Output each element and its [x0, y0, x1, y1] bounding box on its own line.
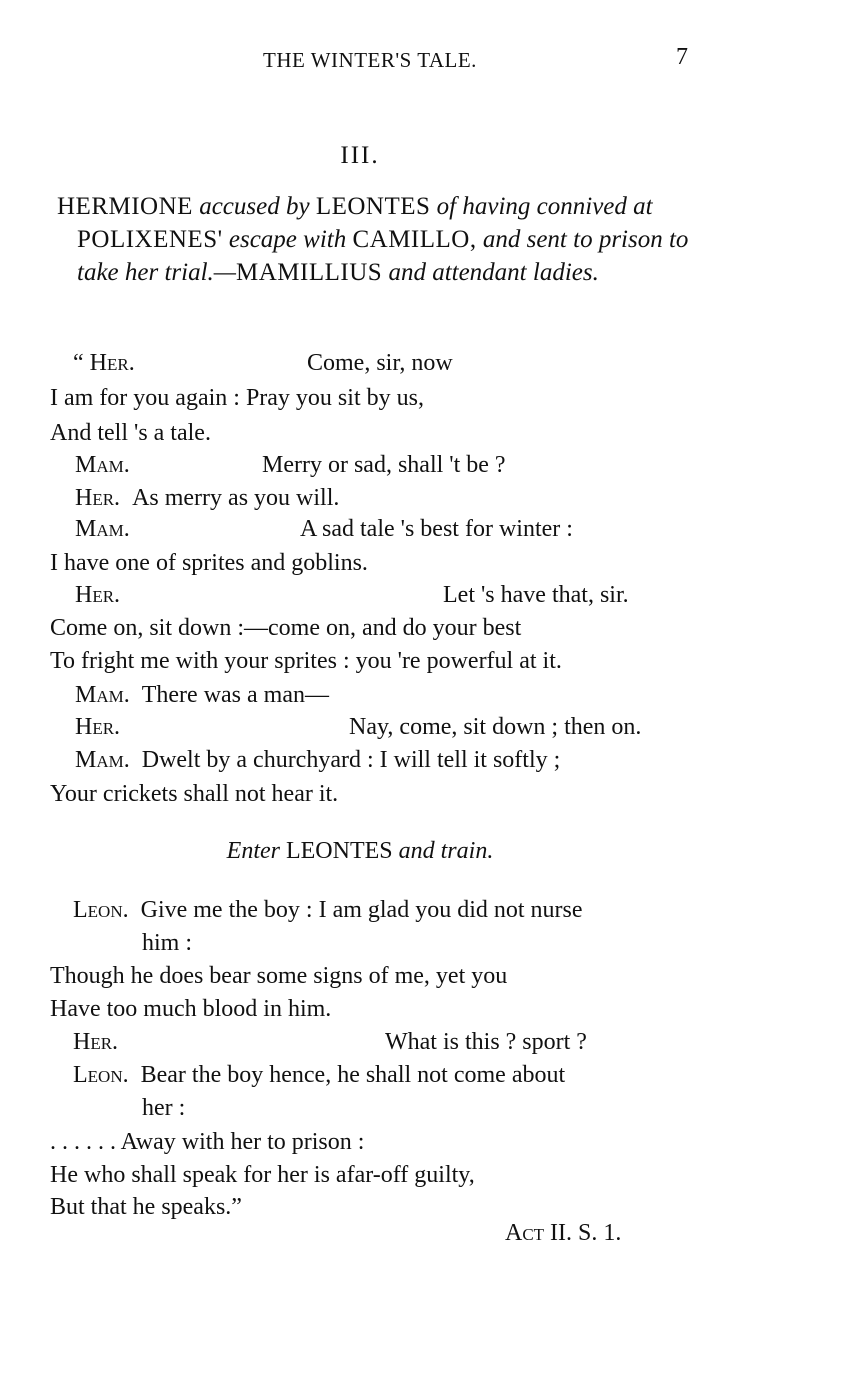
- verse-line: [300, 514, 573, 544]
- verse-text: I am for you again : Pray you sit by us,: [50, 385, 424, 411]
- verse-line: [50, 548, 368, 578]
- verse-line: [349, 712, 641, 742]
- speaker-label: Leon.: [73, 897, 129, 923]
- verse-text: Dwelt by a churchyard : I will tell it softly ;: [141, 747, 561, 773]
- verse-line: [142, 1093, 185, 1123]
- verse-text: A sad tale 's best for winter :: [300, 516, 573, 542]
- verse-text: Your crickets shall not hear it.: [50, 781, 339, 807]
- speaker-label: Mam.: [75, 682, 130, 708]
- verse-line: [50, 418, 211, 448]
- argument-text: accused by: [199, 193, 310, 220]
- verse-line: [73, 348, 135, 378]
- verse-text: There was a man—: [141, 682, 329, 708]
- verse-line: [307, 348, 453, 378]
- speaker-label: Her.: [75, 714, 121, 740]
- verse-line: [50, 1127, 364, 1157]
- stage-direction-enter: Enter: [226, 838, 280, 864]
- running-title: THE WINTER'S TALE.: [263, 48, 477, 72]
- verse-text: Let 's have that, sir.: [443, 582, 629, 608]
- act-scene-citation: Act II. S. 1.: [505, 1220, 622, 1246]
- argument-text: of having connived at: [436, 193, 653, 220]
- speaker-label: Mam.: [75, 747, 130, 773]
- speaker-label: Her.: [75, 582, 121, 608]
- verse-line: [50, 961, 507, 991]
- stage-direction-rest: and train.: [398, 838, 494, 864]
- verse-line: [50, 1192, 242, 1222]
- verse-text: Bear the boy hence, he shall not come about: [140, 1062, 566, 1088]
- verse-line: [50, 383, 424, 413]
- verse-line: [73, 1060, 565, 1090]
- verse-line: [75, 680, 329, 710]
- speaker-label: Her.: [73, 1029, 119, 1055]
- speaker-label: Mam.: [75, 516, 130, 542]
- speaker-label: Her.: [75, 485, 121, 511]
- verse-text: Nay, come, sit down ; then on.: [349, 714, 642, 740]
- verse-text: Come on, sit down :—come on, and do your best: [50, 615, 522, 641]
- verse-text: As merry as you will.: [132, 485, 340, 511]
- verse-line: [75, 450, 130, 480]
- speaker-label: Leon.: [73, 1062, 129, 1088]
- argument-polixenes: POLIXENES': [77, 226, 223, 253]
- verse-line: [75, 483, 339, 513]
- verse-line: [75, 745, 560, 775]
- verse-line: [443, 580, 629, 610]
- verse-line: [75, 514, 130, 544]
- argument-mamillius: MAMILLIUS: [236, 259, 383, 286]
- verse-text: Though he does bear some signs of me, yet you: [50, 963, 508, 989]
- verse-line: [385, 1027, 587, 1057]
- argument-text: and sent to prison to take her trial.—: [77, 226, 689, 286]
- verse-text: To fright me with your sprites : you 're powerful at it.: [50, 648, 562, 674]
- argument-hermione: HERMIONE: [57, 193, 193, 220]
- page-number: 7: [676, 44, 688, 70]
- verse-line: [50, 994, 331, 1024]
- verse-line: [142, 928, 192, 958]
- argument-text: escape with: [228, 226, 347, 253]
- verse-text: I have one of sprites and goblins.: [50, 550, 368, 576]
- verse-line: [262, 450, 506, 480]
- argument-camillo: CAMILLO,: [352, 226, 477, 253]
- verse-line: [50, 646, 562, 676]
- verse-text: him :: [142, 930, 193, 956]
- verse-text: Come, sir, now: [307, 350, 453, 376]
- argument-leontes: LEONTES: [315, 193, 431, 220]
- verse-line: [73, 1027, 118, 1057]
- verse-line: [73, 895, 583, 925]
- verse-text: Give me the boy : I am glad you did not nurse: [140, 897, 583, 923]
- verse-line: [50, 779, 338, 809]
- verse-text: Merry or sad, shall 't be ?: [262, 452, 506, 478]
- verse-text: . . . . . . Away with her to prison :: [50, 1129, 365, 1155]
- verse-line: [75, 580, 120, 610]
- verse-line: [50, 613, 521, 643]
- verse-text: But that he speaks.”: [50, 1194, 242, 1220]
- verse-text: What is this ? sport ?: [385, 1029, 587, 1055]
- scene-argument: [57, 190, 717, 289]
- verse-line: [75, 712, 120, 742]
- speaker-label: “ Her.: [73, 350, 135, 376]
- stage-direction: [0, 838, 720, 865]
- verse-text: He who shall speak for her is afar-off guilty,: [50, 1162, 475, 1188]
- verse-text: And tell 's a tale.: [50, 420, 211, 446]
- argument-text: and attendant ladies.: [388, 259, 599, 286]
- section-number: III.: [340, 142, 380, 169]
- speaker-label: Mam.: [75, 452, 130, 478]
- verse-text: her :: [142, 1095, 186, 1121]
- stage-direction-name: LEONTES: [285, 838, 393, 864]
- verse-text: Have too much blood in him.: [50, 996, 332, 1022]
- verse-line: [50, 1160, 475, 1190]
